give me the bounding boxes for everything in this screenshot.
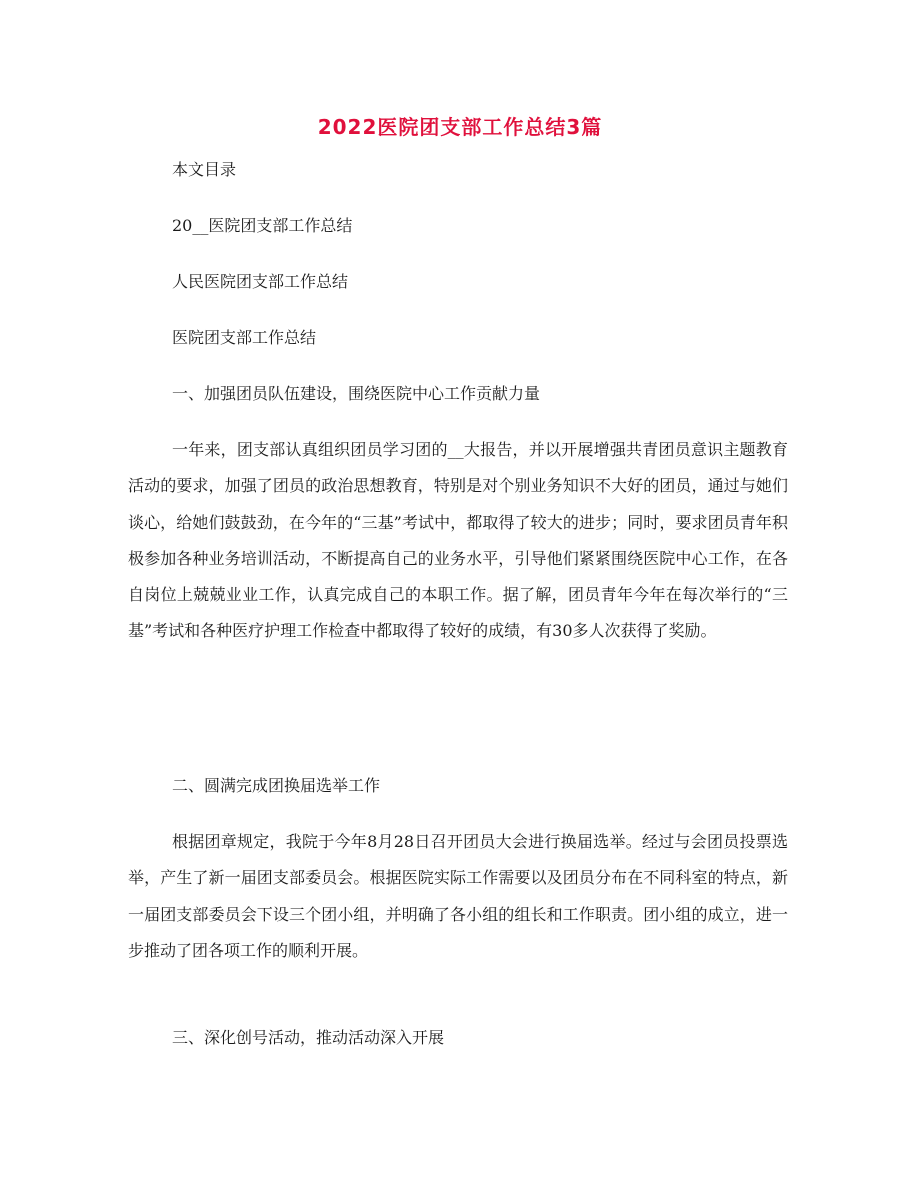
toc-heading: 本文目录 <box>172 160 237 179</box>
toc-item[interactable]: 人民医院团支部工作总结 <box>172 272 349 291</box>
section-heading: 三、深化创号活动，推动活动深入开展 <box>172 1028 445 1047</box>
section-paragraph: 一年来，团支部认真组织团员学习团的__大报告，并以开展增强共青团员意识主题教育活动的要求，加强了团员的政治思想教育，特别是对个别业务知识不大好的团员，通过与她们谈心，给她们鼓鼓劲，在今年的“三基”考试中，都取得了较大的进步；同时，要求团员青年积极参加各种业务培训活动，不断提高自己的业务水平，引导他们紧紧围绕医院中心工作，在各自岗位上兢兢业业工作，认真完成自己的本职工作。据了解，团员青年今年在每次举行的“三基”考试和各种医疗护理工作检查中都取得了较好的成绩，有30多人次获得了奖励。 <box>128 440 788 641</box>
section-heading: 二、圆满完成团换届选举工作 <box>172 776 381 795</box>
section-heading: 一、加强团员队伍建设，围绕医院中心工作贡献力量 <box>172 384 541 403</box>
document-title: 2022医院团支部工作总结3篇 <box>317 115 603 139</box>
section-paragraph: 根据团章规定，我院于今年8月28日召开团员大会进行换届选举。经过与会团员投票选举，产生了新一届团支部委员会。根据医院实际工作需要以及团员分布在不同科室的特点，新一届团支部委员会下设三个团小组，并明确了各小组的组长和工作职责。团小组的成立，进一步推动了团各项工作的顺利开展。 <box>128 832 788 960</box>
toc-item[interactable]: 医院团支部工作总结 <box>172 328 317 347</box>
toc-item[interactable]: 20__医院团支部工作总结 <box>172 216 353 235</box>
